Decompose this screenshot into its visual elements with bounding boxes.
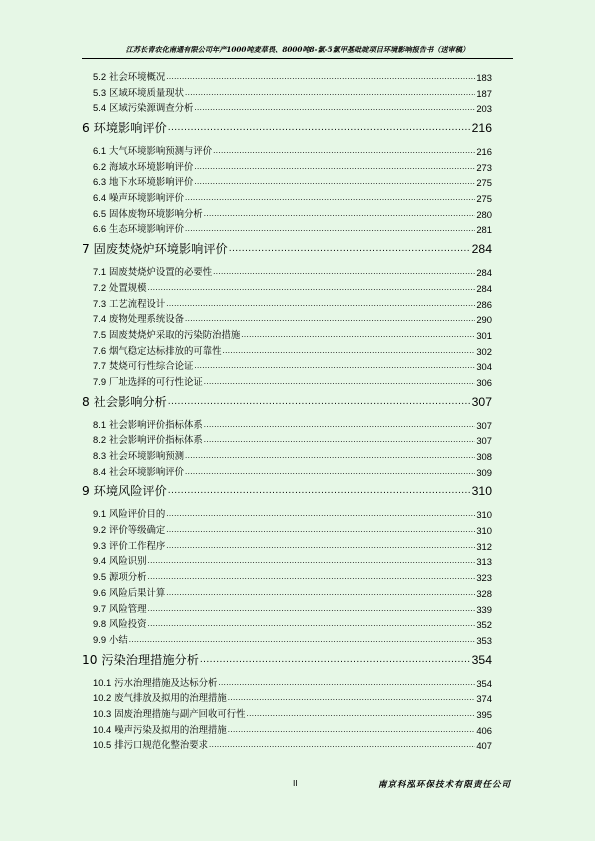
toc-section-entry[interactable] xyxy=(82,144,492,160)
toc-entry-page: 275 xyxy=(476,193,492,205)
toc-entry-title: 社会影响评价指标体系 xyxy=(109,419,203,431)
toc-dot-leader xyxy=(148,281,476,297)
toc-section-entry[interactable] xyxy=(82,586,492,602)
toc-entry-number: 9.3 xyxy=(93,539,107,551)
toc-entry-label xyxy=(93,723,227,739)
toc-entry-title: 风险评价目的 xyxy=(109,509,166,521)
toc-entry-label xyxy=(93,223,184,239)
toc-section-entry[interactable] xyxy=(82,175,492,191)
toc-entry-number: 9.2 xyxy=(93,524,107,536)
toc-dot-leader xyxy=(218,676,475,692)
toc-entry-number: 7.6 xyxy=(93,344,107,356)
toc-entry-number: 7 xyxy=(82,242,90,257)
toc-entry-number: 8.4 xyxy=(93,465,107,477)
toc-entry-title: 噪声污染及拟用的治理措施 xyxy=(114,724,227,736)
toc-entry-title: 社会环境影响预测 xyxy=(109,451,185,463)
toc-entry-label xyxy=(82,117,167,141)
toc-entry-page: 301 xyxy=(476,329,492,341)
toc-dot-leader xyxy=(194,175,475,191)
toc-dot-leader xyxy=(166,523,475,539)
toc-entry-page: 275 xyxy=(476,177,492,189)
toc-entry-number: 9.5 xyxy=(93,571,107,583)
toc-entry-number: 6.1 xyxy=(93,145,107,157)
toc-entry-label xyxy=(93,507,165,523)
toc-entry-page: 280 xyxy=(476,208,492,220)
toc-dot-leader xyxy=(185,312,475,328)
toc-entry-page: 310 xyxy=(476,525,492,537)
toc-entry-number: 7.9 xyxy=(93,375,107,387)
toc-chapter-entry[interactable] xyxy=(82,238,492,262)
toc-entry-title: 固废焚烧炉环境影响评价 xyxy=(93,242,228,257)
toc-entry-title: 污水治理措施及达标分析 xyxy=(114,677,218,689)
toc-dot-leader xyxy=(166,539,475,555)
toc-entry-page: 203 xyxy=(476,103,492,115)
toc-entry-page: 374 xyxy=(476,693,492,705)
toc-dot-leader xyxy=(247,707,476,723)
toc-section-entry[interactable] xyxy=(82,570,492,586)
toc-entry-page: 407 xyxy=(476,740,492,752)
toc-entry-label xyxy=(93,191,184,207)
toc-entry-page: 306 xyxy=(476,376,492,388)
toc-entry-number: 7.5 xyxy=(93,328,107,340)
toc-entry-number: 8.1 xyxy=(93,418,107,430)
toc-entry-page: 284 xyxy=(471,242,492,257)
toc-dot-leader xyxy=(204,207,476,223)
toc-chapter-entry[interactable] xyxy=(82,480,492,504)
toc-entry-number: 7.4 xyxy=(93,313,107,325)
toc-entry-number: 9.7 xyxy=(93,602,107,614)
toc-entry-label xyxy=(93,676,217,692)
toc-entry-label xyxy=(82,391,167,415)
toc-section-entry[interactable] xyxy=(82,223,492,239)
toc-entry-page: 284 xyxy=(476,267,492,279)
footer-company: 南京科泓环保技术有限责任公司 xyxy=(377,780,511,790)
toc-entry-page: 302 xyxy=(476,345,492,357)
toc-entry-page: 323 xyxy=(476,572,492,584)
toc-dot-leader xyxy=(229,238,471,262)
toc-entry-page: 395 xyxy=(476,708,492,720)
toc-dot-leader xyxy=(166,586,475,602)
toc-entry-number: 10.4 xyxy=(93,723,112,735)
toc-entry-page: 284 xyxy=(476,282,492,294)
toc-dot-leader xyxy=(166,507,475,523)
toc-entry-label xyxy=(93,738,208,754)
toc-entry-page: 183 xyxy=(476,71,492,83)
toc-chapter-entry[interactable] xyxy=(82,649,492,673)
toc-entry-label xyxy=(93,707,246,723)
toc-section-entry[interactable] xyxy=(82,523,492,539)
toc-entry-number: 7.3 xyxy=(93,297,107,309)
toc-section-entry[interactable] xyxy=(82,633,492,649)
toc-entry-number: 10.2 xyxy=(93,692,112,704)
toc-dot-leader xyxy=(194,101,475,117)
toc-entry-title: 排污口规范化整治要求 xyxy=(114,740,208,752)
toc-entry-title: 地下水环境影响评价 xyxy=(109,177,194,189)
toc-entry-label xyxy=(93,570,147,586)
toc-section-entry[interactable] xyxy=(82,281,492,297)
toc-entry-number: 5.2 xyxy=(93,70,107,82)
toc-entry-page: 290 xyxy=(476,314,492,326)
toc-entry-title: 环境风险评价 xyxy=(93,484,167,499)
toc-section-entry[interactable] xyxy=(82,738,492,754)
toc-section-entry[interactable] xyxy=(82,191,492,207)
toc-entry-page: 309 xyxy=(476,466,492,478)
toc-entry-page: 354 xyxy=(471,652,492,667)
toc-dot-leader xyxy=(228,723,476,739)
toc-entry-title: 废气排放及拟用的治理措施 xyxy=(114,693,227,705)
toc-dot-leader xyxy=(185,449,475,465)
toc-entry-number: 10.5 xyxy=(93,739,112,751)
toc-dot-leader xyxy=(185,86,475,102)
toc-dot-leader xyxy=(185,465,475,481)
toc-entry-title: 废物处理系统设备 xyxy=(109,314,185,326)
toc-entry-title: 大气环境影响预测与评价 xyxy=(109,146,213,158)
toc-entry-number: 6.5 xyxy=(93,207,107,219)
toc-dot-leader xyxy=(185,191,475,207)
toc-section-entry[interactable] xyxy=(82,602,492,618)
toc-entry-number: 6.6 xyxy=(93,223,107,235)
toc-entry-label xyxy=(93,312,184,328)
toc-section-entry[interactable] xyxy=(82,70,492,86)
toc-dot-leader xyxy=(148,602,476,618)
toc-entry-number: 7.2 xyxy=(93,281,107,293)
toc-entry-label xyxy=(93,70,165,86)
toc-dot-leader xyxy=(168,480,471,504)
toc-entry-page: 313 xyxy=(476,556,492,568)
toc-entry-title: 社会影响分析 xyxy=(93,394,167,409)
toc-entry-title: 社会环境概况 xyxy=(109,71,166,83)
toc-section-entry[interactable] xyxy=(82,344,492,360)
toc-entry-title: 评价等级确定 xyxy=(109,525,166,537)
toc-entry-title: 源项分析 xyxy=(109,572,147,584)
toc-entry-title: 风险管理 xyxy=(109,603,147,615)
toc-section-entry[interactable] xyxy=(82,465,492,481)
toc-entry-number: 8 xyxy=(82,394,90,409)
toc-dot-leader xyxy=(166,70,475,86)
toc-dot-leader xyxy=(228,691,476,707)
toc-entry-number: 9.6 xyxy=(93,586,107,598)
toc-entry-page: 354 xyxy=(476,677,492,689)
toc-entry-label xyxy=(93,555,147,571)
toc-entry-label xyxy=(93,281,147,297)
toc-section-entry[interactable] xyxy=(82,617,492,633)
toc-entry-page: 307 xyxy=(476,419,492,431)
toc-entry-number: 9.8 xyxy=(93,618,107,630)
toc-section-entry[interactable] xyxy=(82,312,492,328)
toc-dot-leader xyxy=(168,117,471,141)
toc-entry-title: 固废治理措施与副产回收可行性 xyxy=(114,708,246,720)
toc-entry-number: 9.4 xyxy=(93,555,107,567)
toc-entry-number: 5.4 xyxy=(93,102,107,114)
toc-section-entry[interactable] xyxy=(82,539,492,555)
toc-section-entry[interactable] xyxy=(82,297,492,313)
toc-section-entry[interactable] xyxy=(82,328,492,344)
toc-dot-leader xyxy=(194,359,475,375)
toc-section-entry[interactable] xyxy=(82,433,492,449)
toc-entry-label xyxy=(93,433,203,449)
toc-entry-title: 区域环境质量现状 xyxy=(109,87,185,99)
toc-section-entry[interactable] xyxy=(82,723,492,739)
toc-entry-number: 6 xyxy=(82,121,90,136)
toc-dot-leader xyxy=(213,265,475,281)
toc-entry-label xyxy=(93,691,227,707)
toc-entry-title: 处置规模 xyxy=(109,282,147,294)
toc-section-entry[interactable] xyxy=(82,691,492,707)
toc-section-entry[interactable] xyxy=(82,555,492,571)
toc-entry-number: 9.1 xyxy=(93,508,107,520)
toc-dot-leader xyxy=(204,433,476,449)
toc-entry-title: 海域水环境影响评价 xyxy=(109,161,194,173)
toc-entry-label xyxy=(93,265,212,281)
toc-entry-title: 固体废物环境影响分析 xyxy=(109,208,203,220)
toc-entry-title: 社会影响评价指标体系 xyxy=(109,435,203,447)
toc-entry-page: 304 xyxy=(476,361,492,373)
toc-entry-title: 环境影响评价 xyxy=(93,121,167,136)
toc-entry-label xyxy=(93,297,165,313)
toc-entry-label xyxy=(93,359,193,375)
toc-entry-number: 6.2 xyxy=(93,160,107,172)
toc-dot-leader xyxy=(129,633,476,649)
toc-entry-label xyxy=(93,375,203,391)
toc-entry-page: 352 xyxy=(476,619,492,631)
toc-entry-title: 风险后果计算 xyxy=(109,587,166,599)
toc-entry-number: 10.3 xyxy=(93,707,112,719)
toc-dot-leader xyxy=(204,375,476,391)
toc-entry-label xyxy=(93,144,212,160)
toc-entry-label xyxy=(93,523,165,539)
toc-entry-page: 310 xyxy=(476,509,492,521)
toc-entry-number: 5.3 xyxy=(93,86,107,98)
toc-entry-title: 工艺流程设计 xyxy=(109,298,166,310)
toc-entry-number: 9.9 xyxy=(93,633,107,645)
toc-entry-number: 6.4 xyxy=(93,192,107,204)
toc-entry-title: 固废焚烧炉采取的污染防治措施 xyxy=(109,329,241,341)
table-of-contents xyxy=(82,70,492,754)
toc-entry-label xyxy=(93,175,193,191)
toc-entry-page: 286 xyxy=(476,298,492,310)
toc-entry-title: 生态环境影响评价 xyxy=(109,224,185,236)
toc-entry-title: 评价工作程序 xyxy=(109,540,166,552)
toc-entry-page: 307 xyxy=(471,394,492,409)
toc-entry-page: 308 xyxy=(476,451,492,463)
toc-entry-label xyxy=(93,418,203,434)
toc-dot-leader xyxy=(185,223,475,239)
toc-entry-page: 328 xyxy=(476,587,492,599)
toc-entry-number: 8.3 xyxy=(93,450,107,462)
toc-entry-title: 烟气稳定达标排放的可靠性 xyxy=(109,345,222,357)
toc-dot-leader xyxy=(223,344,476,360)
toc-entry-label xyxy=(93,602,147,618)
toc-section-entry[interactable] xyxy=(82,86,492,102)
toc-chapter-entry[interactable] xyxy=(82,391,492,415)
toc-entry-label xyxy=(82,649,199,673)
toc-entry-page: 310 xyxy=(471,484,492,499)
toc-entry-page: 216 xyxy=(476,146,492,158)
toc-section-entry[interactable] xyxy=(82,101,492,117)
toc-entry-title: 固废焚烧炉设置的必要性 xyxy=(109,267,213,279)
toc-entry-page: 187 xyxy=(476,87,492,99)
page-header: 江苏长青农化南通有限公司年产1000吨麦草畏、8000吨8-氯-5氯甲基吡啶项目环境影响报告书（送审稿） xyxy=(82,44,513,59)
toc-entry-number: 7.7 xyxy=(93,360,107,372)
toc-dot-leader xyxy=(213,144,475,160)
toc-entry-label xyxy=(93,633,128,649)
toc-entry-title: 区域污染源调查分析 xyxy=(109,103,194,115)
toc-entry-page: 307 xyxy=(476,435,492,447)
toc-entry-page: 281 xyxy=(476,224,492,236)
toc-entry-title: 污染治理措施分析 xyxy=(101,652,199,667)
toc-entry-label xyxy=(93,539,165,555)
toc-entry-label xyxy=(93,465,184,481)
toc-section-entry[interactable] xyxy=(82,207,492,223)
toc-entry-number: 8.2 xyxy=(93,434,107,446)
toc-dot-leader xyxy=(194,160,475,176)
toc-section-entry[interactable] xyxy=(82,707,492,723)
toc-dot-leader xyxy=(209,738,475,754)
toc-dot-leader xyxy=(148,570,476,586)
toc-entry-label xyxy=(93,449,184,465)
toc-entry-number: 7.1 xyxy=(93,266,107,278)
toc-entry-number: 10.1 xyxy=(93,676,112,688)
toc-entry-title: 小结 xyxy=(109,634,128,646)
toc-entry-title: 风险投资 xyxy=(109,619,147,631)
toc-section-entry[interactable] xyxy=(82,418,492,434)
page-number: II xyxy=(293,778,298,788)
toc-entry-label xyxy=(82,480,167,504)
toc-entry-page: 312 xyxy=(476,540,492,552)
toc-entry-page: 406 xyxy=(476,724,492,736)
toc-entry-label xyxy=(93,86,184,102)
toc-dot-leader xyxy=(148,617,476,633)
toc-section-entry[interactable] xyxy=(82,507,492,523)
toc-entry-label xyxy=(93,344,222,360)
toc-section-entry[interactable] xyxy=(82,449,492,465)
toc-entry-label xyxy=(93,207,203,223)
toc-entry-title: 厂址选择的可行性论证 xyxy=(109,376,203,388)
toc-section-entry[interactable] xyxy=(82,375,492,391)
toc-entry-label xyxy=(82,238,228,262)
toc-dot-leader xyxy=(241,328,475,344)
toc-entry-page: 353 xyxy=(476,634,492,646)
toc-entry-label xyxy=(93,101,193,117)
toc-dot-leader xyxy=(204,418,476,434)
toc-dot-leader xyxy=(168,391,471,415)
toc-entry-page: 339 xyxy=(476,603,492,615)
toc-dot-leader xyxy=(200,649,471,673)
toc-section-entry[interactable] xyxy=(82,359,492,375)
toc-entry-number: 9 xyxy=(82,484,90,499)
toc-entry-label xyxy=(93,160,193,176)
toc-entry-page: 216 xyxy=(471,121,492,136)
toc-entry-title: 噪声环境影响评价 xyxy=(109,193,185,205)
toc-entry-number: 6.3 xyxy=(93,176,107,188)
toc-section-entry[interactable] xyxy=(82,265,492,281)
toc-section-entry[interactable] xyxy=(82,676,492,692)
toc-entry-label xyxy=(93,328,240,344)
toc-entry-number: 10 xyxy=(82,652,98,667)
toc-entry-title: 社会环境影响评价 xyxy=(109,466,185,478)
toc-entry-title: 风险识别 xyxy=(109,556,147,568)
toc-entry-label xyxy=(93,586,165,602)
toc-chapter-entry[interactable] xyxy=(82,117,492,141)
toc-section-entry[interactable] xyxy=(82,160,492,176)
toc-dot-leader xyxy=(166,297,475,313)
toc-entry-page: 273 xyxy=(476,161,492,173)
toc-entry-label xyxy=(93,617,147,633)
toc-dot-leader xyxy=(148,555,476,571)
toc-entry-title: 焚烧可行性综合论证 xyxy=(109,361,194,373)
